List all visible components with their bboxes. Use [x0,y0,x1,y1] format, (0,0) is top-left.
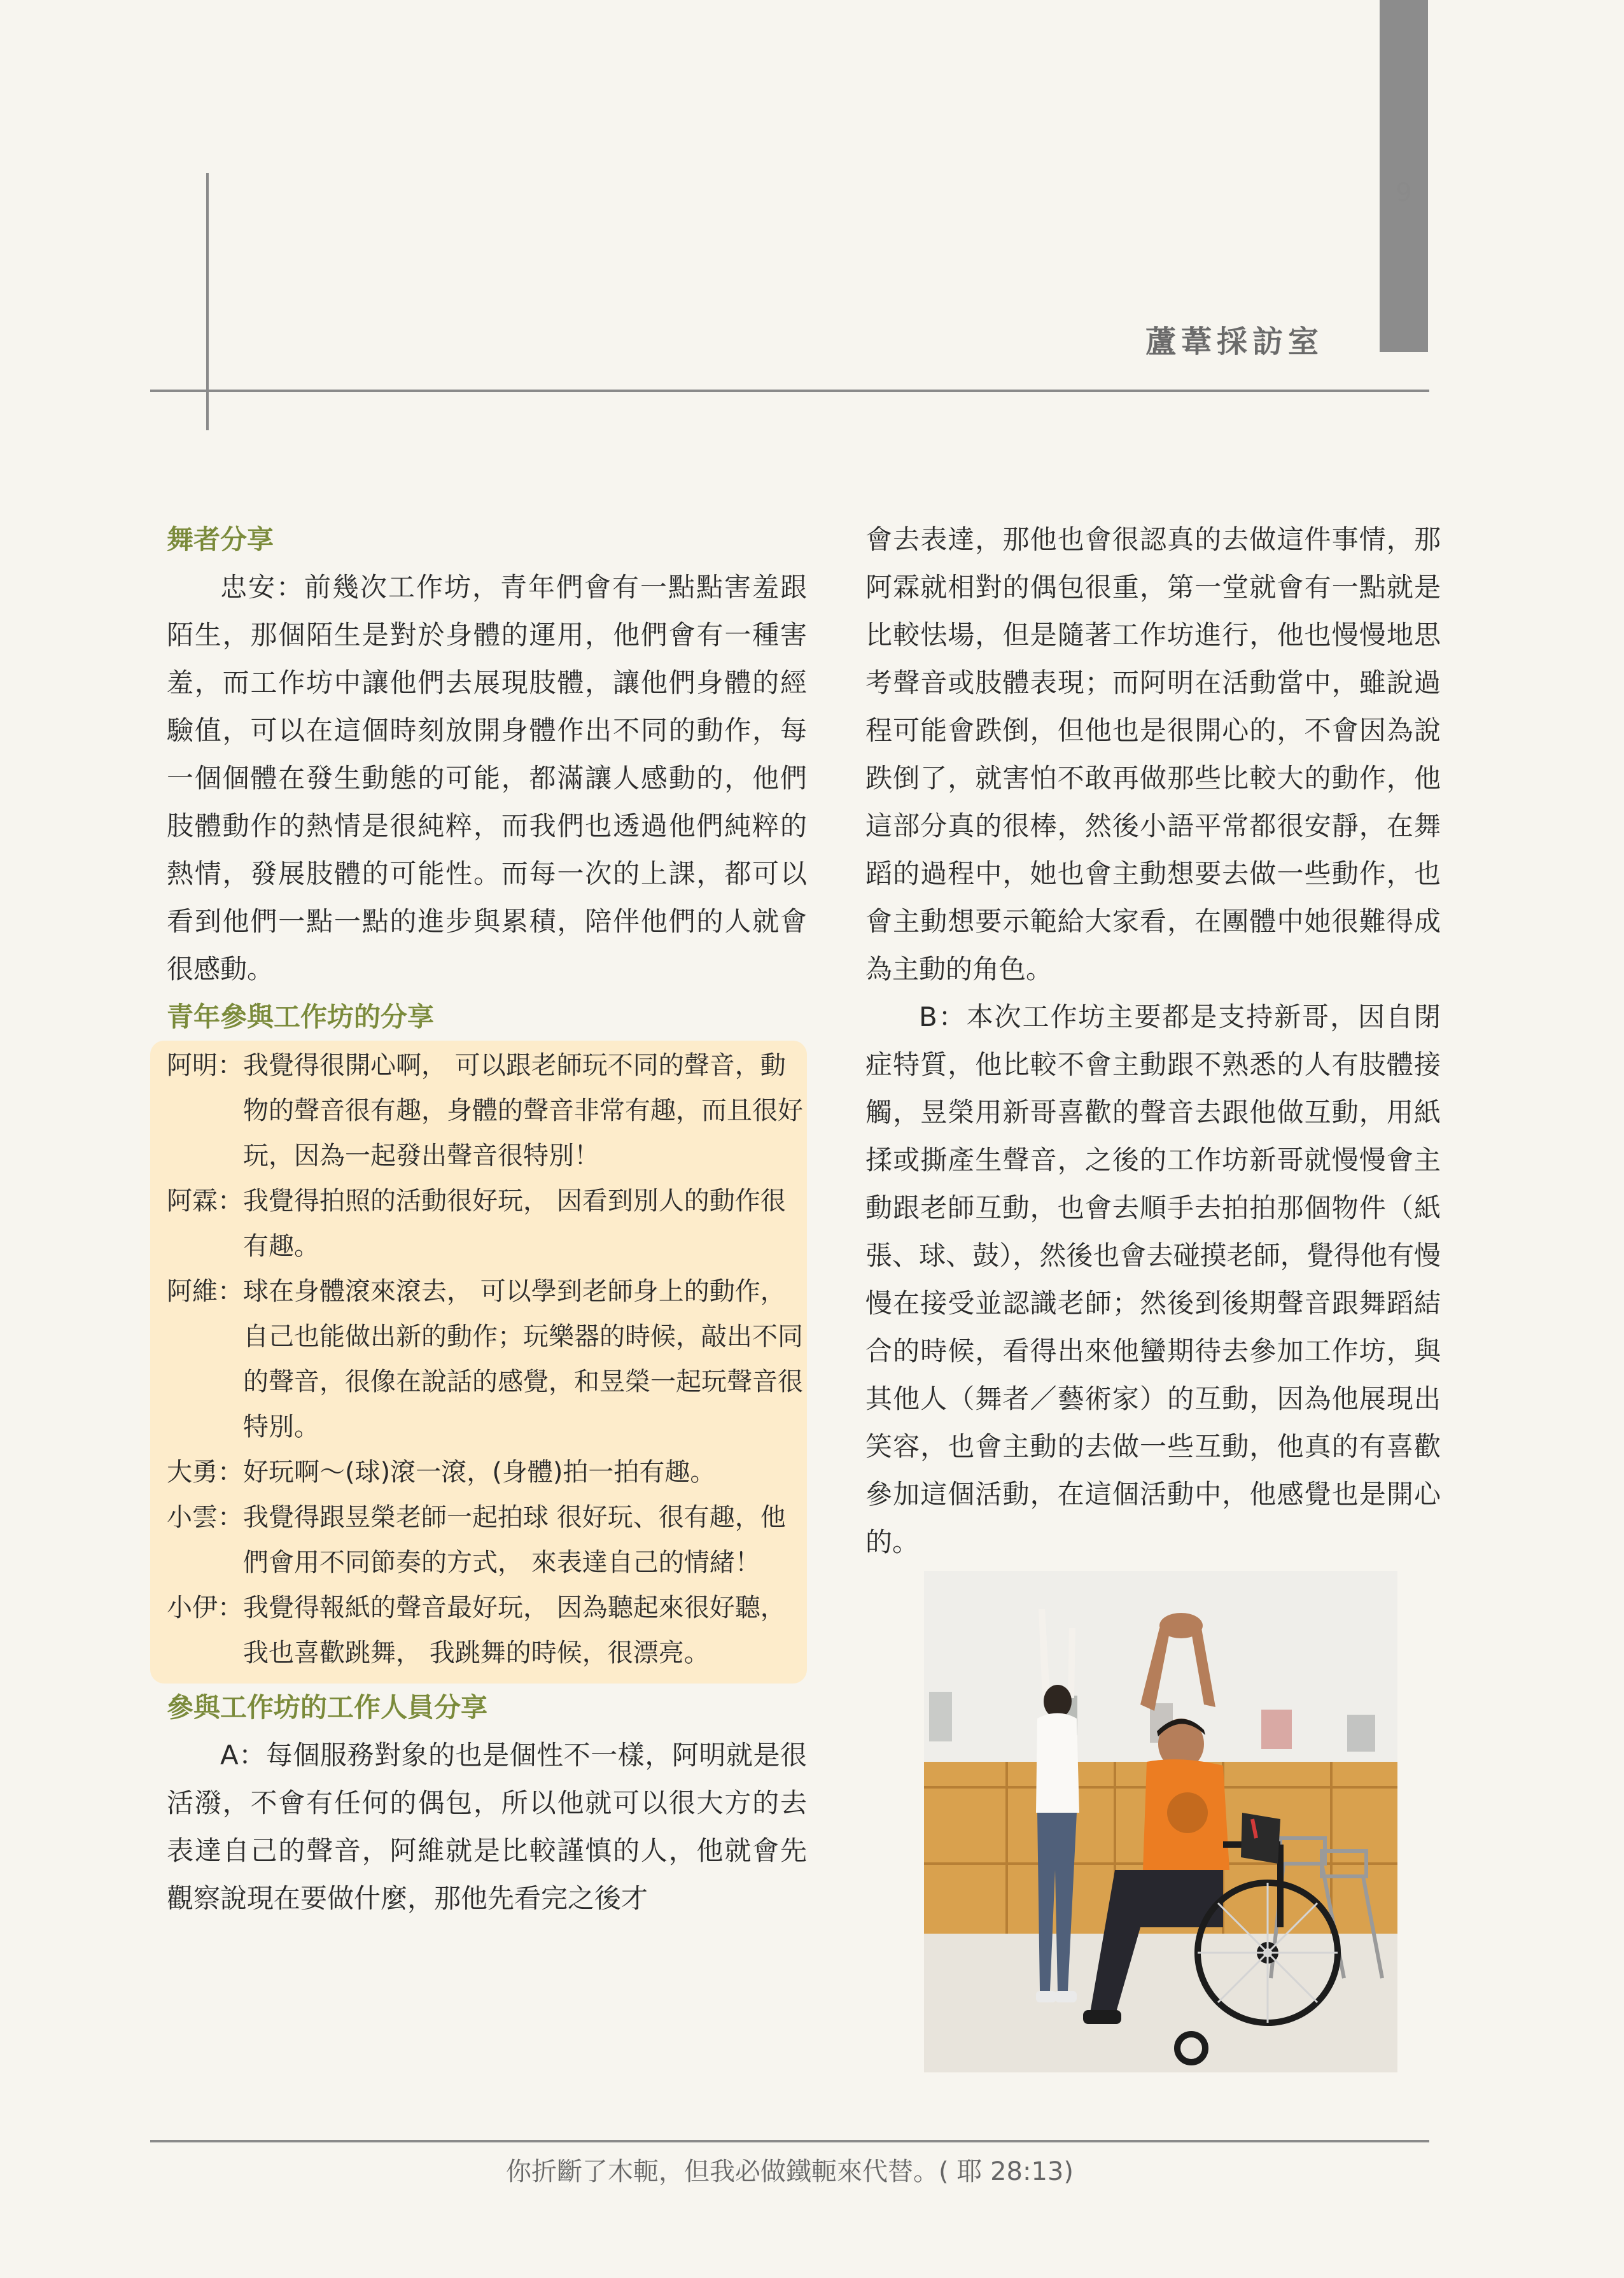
section-title: 蘆葦採訪室 [1145,324,1324,360]
footer-bible-quote: 你折斷了木軛，但我必做鐵軛來代替。( 耶 28:13) [506,2157,1074,2186]
youth-quote-name: 阿霖： [167,1186,243,1216]
youth-quote [167,1495,807,1585]
staff-paragraph-b: B：本次工作坊主要都是支持新哥，因自閉症特質，他比較不會主動跟不熟悉的人有肢體接觸，昱榮用新哥喜歡的聲音去跟他做互動，用紙揉或撕產生聲音，之後的工作坊新哥就慢慢會主動跟老師互動，也會去順手去拍拍那個物件（紙張、球、鼓），然後也會去碰摸老師，覺得他有慢慢在接受並認識老師；然後到後期聲音跟舞蹈結合的時候，看得出來他蠻期待去參加工作坊，與其他人（舞者／藝術家）的互動，因為他展現出笑容，也會主動的去做一些互動，他真的有喜歡參加這個活動，在這個活動中，他感覺也是開心的。 [865,1001,1441,1557]
page-number: 9 [1396,178,1412,207]
youth-quote-name: 小雲： [167,1503,243,1532]
youth-quote-text: 好玩啊～(球)滾一滾，(身體)拍一拍有趣。 [243,1458,716,1487]
youth-share-heading: 青年參與工作坊的分享 [167,1001,435,1032]
youth-quote-text: 我覺得報紙的聲音最好玩， 因為聽起來很好聽， 我也喜歡跳舞， 我跳舞的時候，很漂亮。 [243,1593,786,1668]
youth-quote-text: 我覺得很開心啊， 可以跟老師玩不同的聲音，動物的聲音很有趣，身體的聲音非常有趣，而且很好玩，因為一起發出聲音很特別！ [243,1051,803,1171]
right-column [865,516,1441,1566]
dancer-share-paragraph: 忠安：前幾次工作坊，青年們會有一點點害羞跟陌生，那個陌生是對於身體的運用，他們會有一種害羞，而工作坊中讓他們去展現肢體，讓他們身體的經驗值，可以在這個時刻放開身體作出不同的動作，每一個個體在發生動態的可能，都滿讓人感動的，他們肢體動作的熱情是很純粹，而我們也透過他們純粹的熱情，發展肢體的可能性。而每一次的上課，都可以看到他們一點一點的進步與累積，陪伴他們的人就會很感動。 [167,572,807,985]
dancer-share-heading: 舞者分享 [167,524,274,555]
youth-quote-name: 小伊： [167,1593,243,1622]
staff-paragraph-a: A：每個服務對象的也是個性不一樣，阿明就是很活潑，不會有任何的偶包，所以他就可以很大方的去表達自己的聲音，阿維就是比較謹慎的人，他就會先觀察說現在要做什麼，那他先看完之後才 [167,1740,807,1914]
youth-quote [167,1269,807,1450]
youth-quote [167,1043,807,1179]
workshop-photo [924,1571,1397,2072]
youth-quotes-box [150,1041,807,1684]
youth-quote [167,1179,807,1269]
youth-quote [167,1585,807,1676]
footer-rule [150,2140,1429,2142]
youth-quote-name: 阿維： [167,1277,243,1306]
youth-quote-text: 我覺得跟昱榮老師一起拍球 很好玩、很有趣，他們會用不同節奏的方式， 來表達自己的情緒！ [243,1503,786,1577]
header-horizontal-rule [150,390,1429,392]
staff-share-heading: 參與工作坊的工作人員分享 [167,1692,488,1723]
youth-quote-name: 阿明： [167,1051,243,1080]
youth-quote-text: 球在身體滾來滾去， 可以學到老師身上的動作，自己也能做出新的動作；玩樂器的時候，敲出不同的聲音，很像在說話的感覺，和昱榮一起玩聲音很特別。 [243,1277,803,1442]
header-gray-tab [1380,0,1428,352]
left-column [167,516,807,1922]
youth-quote-name: 大勇： [167,1458,243,1487]
staff-paragraph-a-continued: 會去表達，那他也會很認真的去做這件事情，那阿霖就相對的偶包很重，第一堂就會有一點就是比較怯場，但是隨著工作坊進行，他也慢慢地思考聲音或肢體表現；而阿明在活動當中，雖說過程可能會跌倒，但他也是很開心的，不會因為說跌倒了，就害怕不敢再做那些比較大的動作，他這部分真的很棒，然後小語平常都很安靜，在舞蹈的過程中，她也會主動想要去做一些動作，也會主動想要示範給大家看，在團體中她很難得成為主動的角色。 [865,524,1441,985]
youth-quote-text: 我覺得拍照的活動很好玩， 因看到別人的動作很有趣。 [243,1186,786,1261]
youth-quote [167,1450,807,1495]
